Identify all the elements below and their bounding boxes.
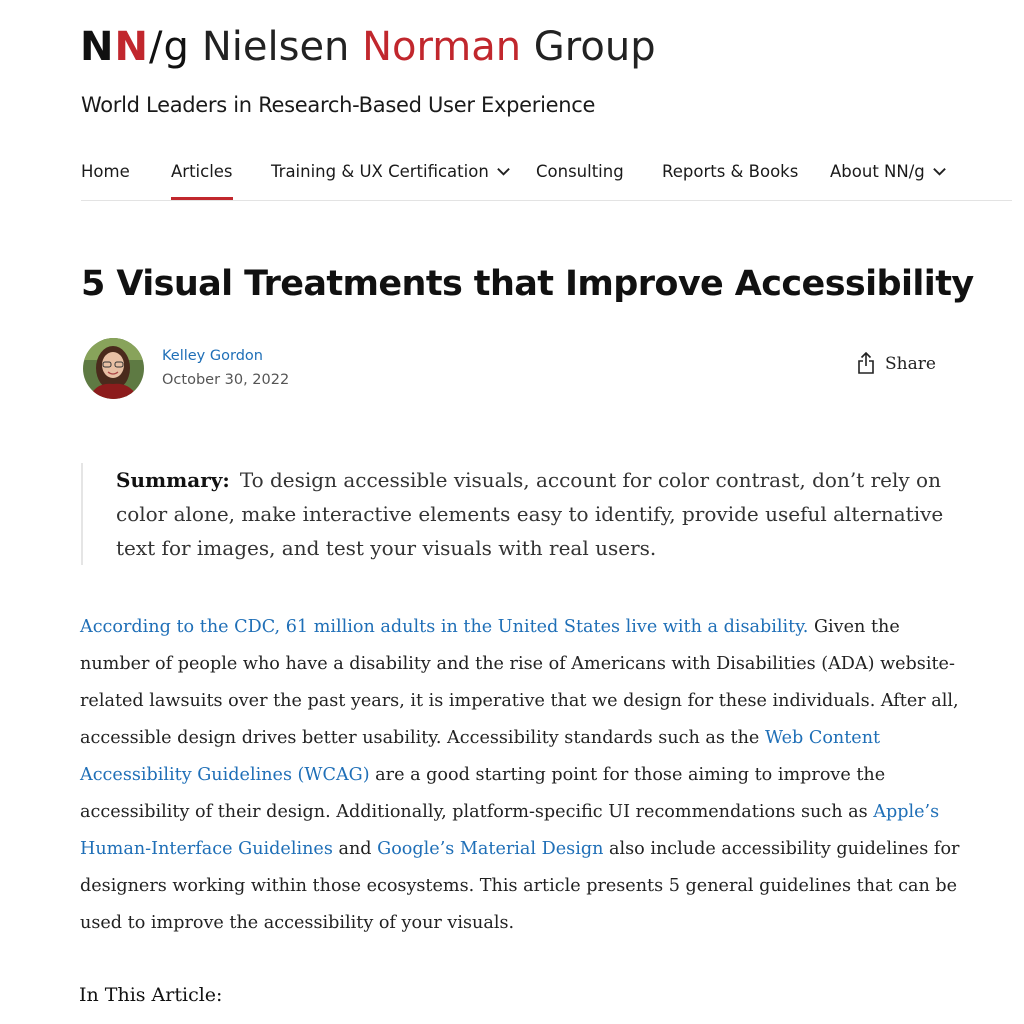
main-nav [81,156,1012,201]
site-tagline: World Leaders in Research-Based User Experience [81,93,596,117]
logo-name-group: Group [521,24,656,70]
wcag-link[interactable]: Web Content Accessibility Guidelines (WCAG) [80,728,881,785]
chevron-down-icon [932,164,947,179]
nav-item-label: Home [81,162,130,181]
article-intro-paragraph [80,609,960,942]
nav-item-reports-books[interactable] [662,156,798,200]
share-label: Share [885,353,936,374]
body-text: and [332,839,378,859]
body-text: also include accessibility guidelines for designers working within those ecosystems. This article presents 5 general guidelines that can be used to improve the accessibility of your visuals. [80,839,960,933]
body-text: Given the number of people who have a disability and the rise of Americans with Disabilities (ADA) website-related lawsuits over the past years, it is imperative that we design for these individuals. After all, accessible design drives better usability. Accessibility standards such as the [80,617,959,748]
author-name-link[interactable]: Kelley Gordon [162,348,263,364]
site-logo[interactable] [80,22,656,72]
summary-text: To design accessible visuals, account for color contrast, don’t rely on color alone, make interactive elements easy to identify, provide useful alternative text for images, and test your visuals with real users. [116,468,944,560]
cdc-link[interactable]: According to the CDC, 61 million adults in the United States live with a disability. [80,617,809,637]
summary-label: Summary: [116,468,230,492]
article-summary [81,463,961,565]
logo-name [202,22,656,72]
logo-mark-n1: N [80,24,115,70]
apple-hig-link[interactable]: Apple’s Human-Interface Guidelines [80,802,940,859]
chevron-down-icon [496,164,511,179]
share-icon [857,352,875,375]
nav-item-label: Reports & Books [662,162,799,181]
publish-date: October 30, 2022 [162,372,290,388]
author-photo [83,338,144,399]
nav-item-training[interactable] [271,156,511,200]
nav-item-articles[interactable] [171,156,233,200]
logo-name-norman: Norman [362,24,522,70]
material-design-link[interactable]: Google’s Material Design [377,839,604,859]
nav-item-about[interactable] [830,156,947,200]
share-button[interactable] [857,352,936,375]
nav-item-label: Consulting [536,162,624,181]
logo-name-nielsen: Nielsen [201,24,363,70]
body-text: are a good starting point for those aiming to improve the accessibility of their design. Additionally, platform-specific UI recommendations such as [80,765,886,822]
nav-item-label: Articles [171,162,233,181]
nav-item-home[interactable] [81,156,130,200]
article-title: 5 Visual Treatments that Improve Accessibility [81,264,974,304]
logo-mark-slash-g: /g [148,24,190,70]
author-avatar[interactable] [83,338,144,399]
nav-item-label: About NN/g [830,162,925,181]
nav-item-label: Training & UX Certification [271,162,489,181]
nav-item-consulting[interactable] [536,156,624,200]
logo-mark-n2: N [114,24,149,70]
logo-mark [80,22,190,72]
toc-heading: In This Article: [79,984,223,1006]
